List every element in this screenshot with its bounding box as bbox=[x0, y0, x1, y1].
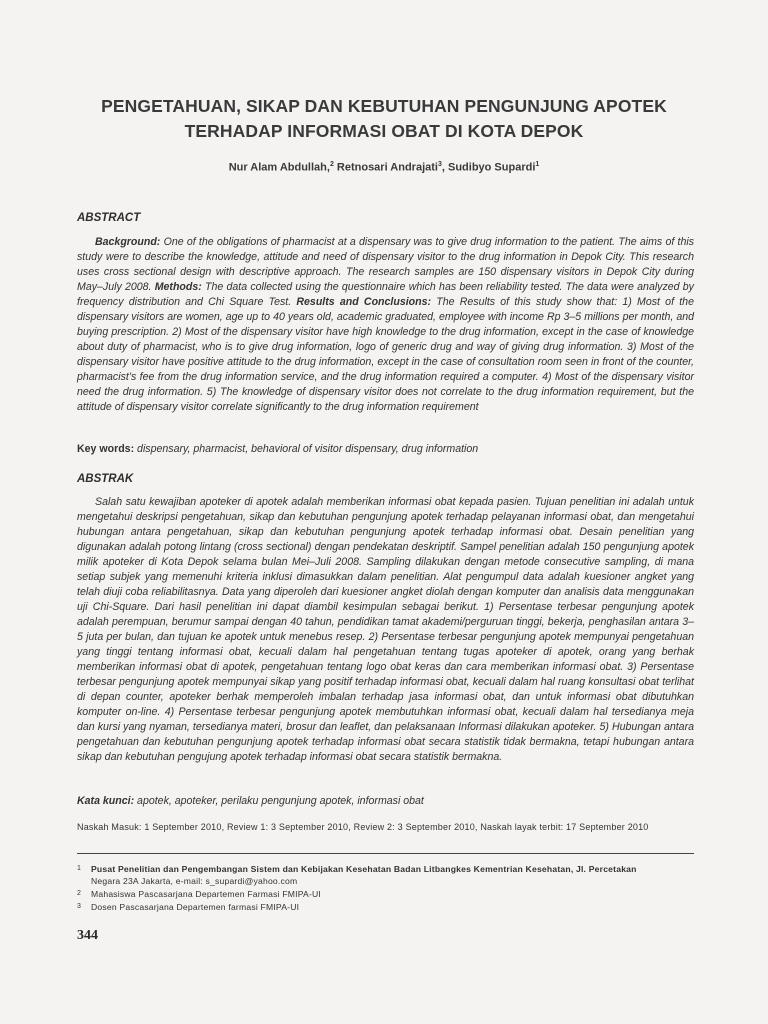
abstract-text bbox=[77, 235, 694, 415]
footnote-number: 1 bbox=[77, 865, 82, 872]
article-title bbox=[60, 94, 708, 144]
footnote-institution: Pusat Penelitian dan Pengembangan Sistem dan Kebijakan Kesehatan Badan Litbangkes Kementrian Kesehatan, Jl. Percetakan bbox=[91, 864, 637, 874]
abstrak-text bbox=[77, 495, 694, 765]
author-3: , Sudibyo Supardi bbox=[441, 161, 536, 174]
author-2-affiliation-mark: 2 bbox=[329, 161, 334, 168]
author-list bbox=[60, 161, 708, 174]
author-1: Nur Alam Abdullah, bbox=[228, 161, 330, 174]
background-label: Background: bbox=[95, 236, 161, 248]
keywords-label: Key words: bbox=[77, 443, 135, 455]
abstrak-heading: ABSTRAK bbox=[77, 473, 134, 485]
results-text: The Results of this study show that: 1) Most of the dispensary visitors are women, age up to 40 years old, academic graduated, employee with income Rp 3–5 millions per month, and buying prescription. 2) Most of the dispensary visitor have high knowledge to the drug information, except in the case of knowledge about duty of pharmacist, who is to give drug information, logo of generic drug and way of giving drug information. 3) Most of the dispensary visitor have positive attitude to the drug information, except in the case of consultation room seen in front of the counter, pharmacist’s fee from the drug information service, and the drug information required a computer. 4) Most of the dispensary visitor need the drug information. 5) The knowledge of dispensary visitor does not correlate to the drug information requirement, but the attitude of dispensary visitor correlate significantly to the drug information requirement bbox=[77, 296, 694, 413]
title-line-2: TERHADAP INFORMASI OBAT DI KOTA DEPOK bbox=[184, 121, 584, 141]
footnote-1 bbox=[77, 863, 697, 887]
footnote-text: Dosen Pascasarjana Departemen farmasi FMIPA-UI bbox=[91, 902, 300, 912]
kata-kunci bbox=[77, 794, 694, 809]
keywords bbox=[77, 442, 694, 457]
results-label: Results and Conclusions: bbox=[296, 296, 432, 308]
methods-text: The data collected using the questionnaire which has been reliability tested. The data were analyzed by frequency distribution and Chi Square Test. bbox=[77, 281, 694, 308]
footnote-address: Negara 23A Jakarta, e-mail: s_supardi@yahoo.com bbox=[91, 876, 298, 886]
title-line-1: PENGETAHUAN, SIKAP DAN KEBUTUHAN PENGUNJUNG APOTEK bbox=[101, 96, 667, 116]
footnote-text: Mahasiswa Pascasarjana Departemen Farmasi FMIPA-UI bbox=[91, 889, 322, 899]
kata-kunci-label: Kata kunci: bbox=[77, 795, 135, 807]
author-2-affiliation-mark-b: 3 bbox=[437, 161, 442, 168]
page-number: 344 bbox=[77, 928, 98, 943]
footnote-number: 3 bbox=[77, 903, 82, 910]
footnote-divider bbox=[77, 853, 694, 854]
footnotes bbox=[77, 863, 697, 914]
methods-label: Methods: bbox=[154, 281, 202, 293]
footnote-number: 2 bbox=[77, 890, 82, 897]
abstrak-paragraph: Salah satu kewajiban apoteker di apotek adalah memberikan informasi obat kepada pasien. Tujuan penelitian ini adalah untuk mengetahui deskripsi pengetahuan, sikap dan kebutuhan pengunjung apotek terhadap pelayanan informasi obat, dan mengetahui hubungan antara pengetahuan, sikap dan kebutuhan pengunjung apotek terhadap informasi obat. Desain penelitian yang digunakan adalah potong lintang (cross sectional) dengan pendekatan deskriptif. Sampel penelitian adalah 150 pengunjung apotek milik apoteker di Kota Depok selama bulan Mei–Juli 2008. Sampling dilakukan dengan metode consecutive sampling, di mana setiap subjek yang memenuhi kriteria inklusi dimasukkan dalam penelitian. Alat pengumpul data adalah kuesioner angket yang telah diuji coba reliabilitasnya. Data yang diperoleh dari kuesioner angket diolah dengan komputer dan analisis data menggunakan uji Chi-Square. Dari hasil penelitian ini dapat diambil kesimpulan sebagai berikut. 1) Persentase terbesar pengunjung apotek adalah perempuan, berumur sampai dengan 40 tahun, pendidikan tamat akademi/perguruan tinggi, bekerja, penghasilan antara 3–5 juta per bulan, dan tujuan ke apotek untuk menebus resep. 2) Persentase terbesar pengunjung apotek mempunyai pengetahuan yang tinggi tentang informasi obat, kecuali dalam hal pengetahuan tentang tugas apoteker di apotek, orang yang berhak memberikan informasi obat di apotek, pengetahuan tentang logo obat keras dan cara memberikan informasi obat. 3) Persentase terbesar pengunjung apotek mempunyai sikap yang positif terhadap informasi obat, kecuali dalam hal ruang konsultasi obat terlihat di depan counter, apoteker berhak memperoleh imbalan terhadap jasa informasi obat, dan untuk informasi obat dibutuhkan komputer on-line. 4) Persentase terbesar pengunjung apotek membutuhkan informasi obat, kecuali dalam hal tersedianya meja dan kursi yang nyaman, tersedianya materi, brosur dan leaflet, dan pelaksanaan Informasi dilakukan apoteker. 5) Hubungan antara pengetahuan dan kebutuhan pengunjung apotek terhadap informasi obat secara statistik tidak bermakna, tetapi hubungan antara sikap dan kebutuhan pengujung apotek terhadap informasi obat secara statistik bermakna. bbox=[77, 496, 694, 763]
background-text: One of the obligations of pharmacist at a dispensary was to give drug information to the patient. The aims of this study were to describe the knowledge, attitude and need of dispensary visitor to the drug information in Depok City. This research uses cross sectional design with descriptive approach. The research samples are 150 dispensary visitors in Depok City during May–July 2008. bbox=[77, 236, 694, 293]
submission-dates: Naskah Masuk: 1 September 2010, Review 1: 3 September 2010, Review 2: 3 September 2010, Naskah layak terbit: 17 September 2010 bbox=[77, 822, 649, 832]
keywords-text: dispensary, pharmacist, behavioral of visitor dispensary, drug information bbox=[134, 443, 479, 455]
kata-kunci-text: apotek, apoteker, perilaku pengunjung apotek, informasi obat bbox=[134, 795, 424, 807]
footnote-3 bbox=[77, 901, 697, 913]
footnote-2 bbox=[77, 888, 697, 900]
abstract-heading: ABSTRACT bbox=[77, 212, 141, 224]
author-3-affiliation-mark: 1 bbox=[535, 161, 540, 168]
author-2: Retnosari Andrajati bbox=[333, 161, 438, 174]
